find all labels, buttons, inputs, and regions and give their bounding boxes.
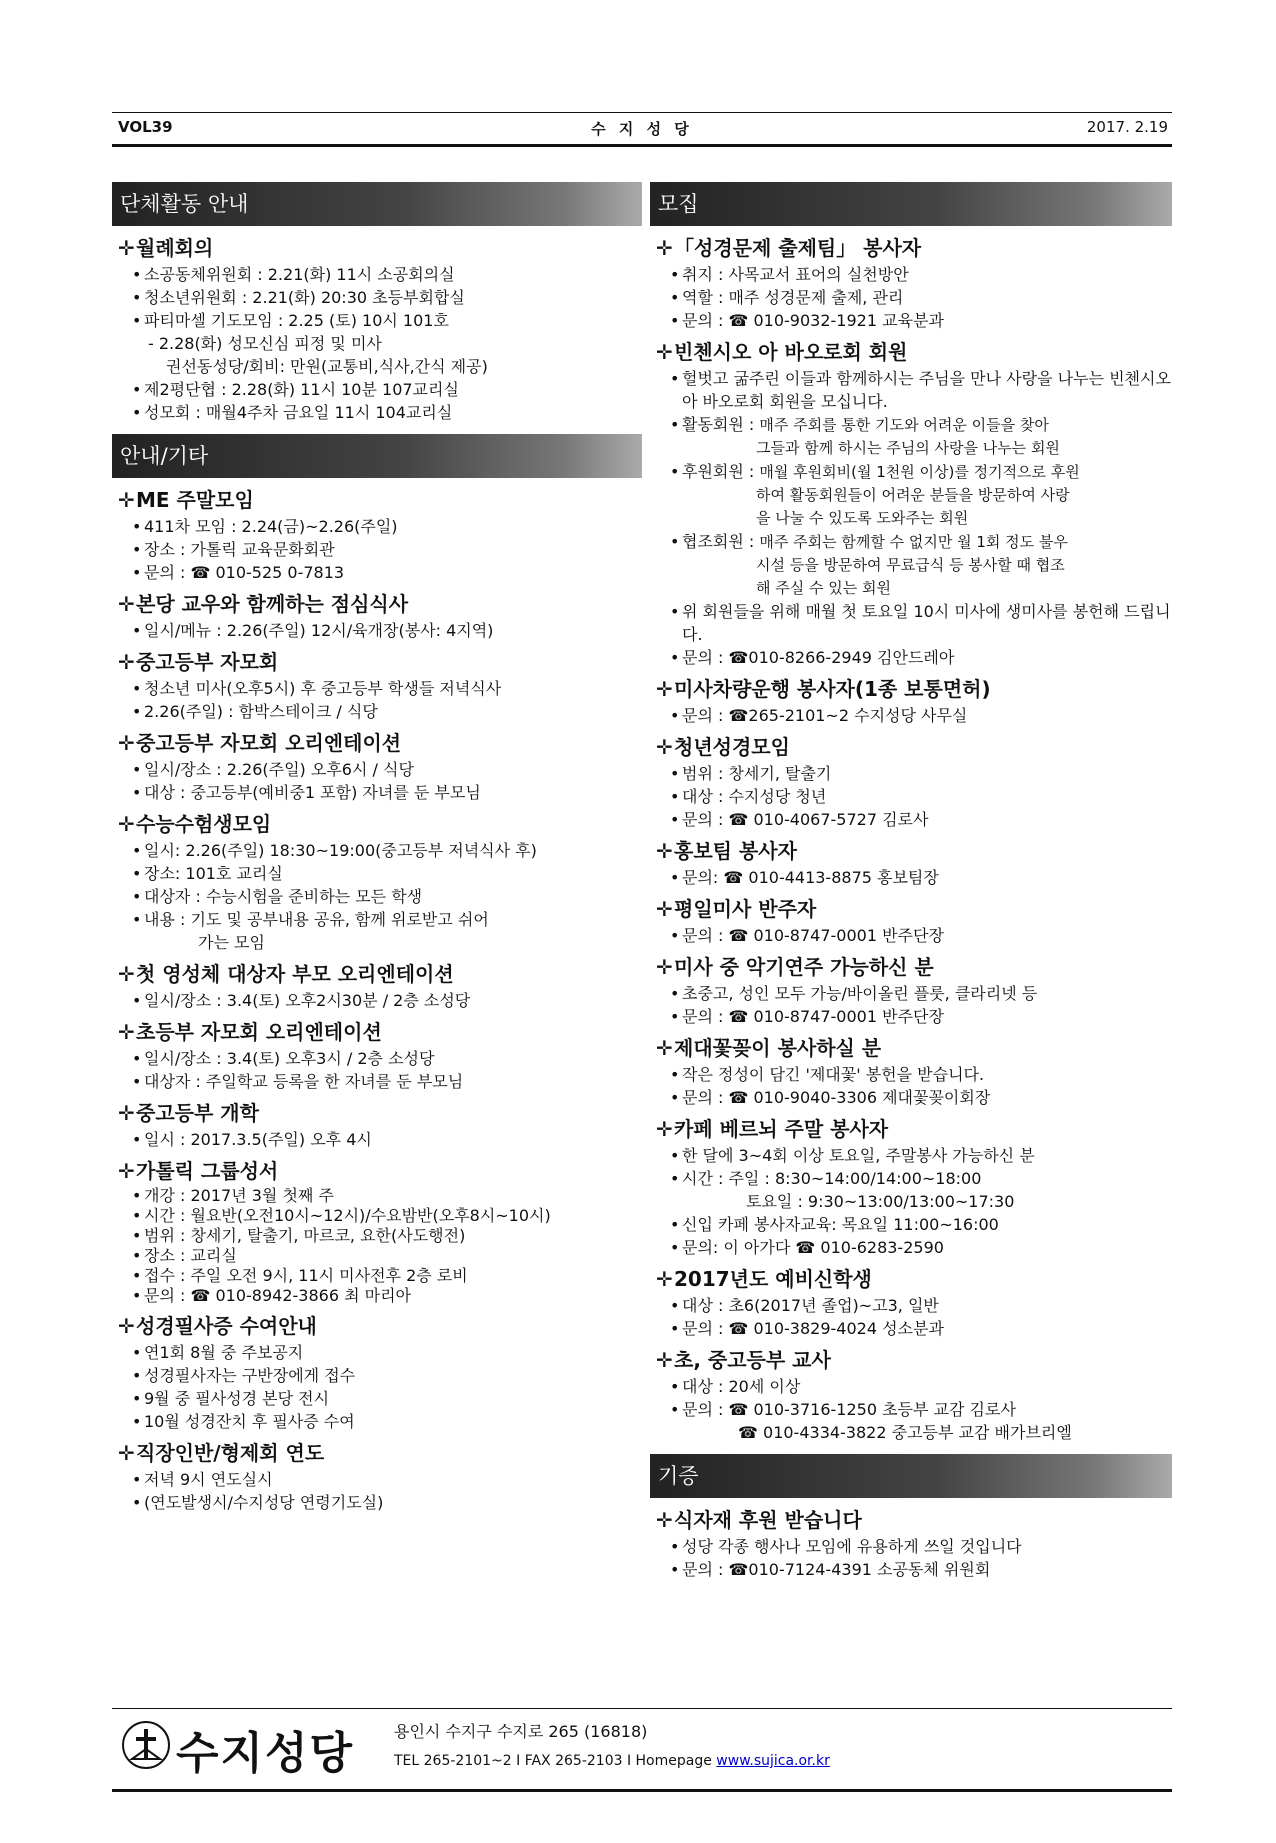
- list-item: 장소 : 가톨릭 교육문화회관: [144, 540, 335, 559]
- section-title: 중고등부 자모회 오리엔테이션: [136, 731, 402, 755]
- list-item: 초중고, 성인 모두 가능/바이올린 플룻, 클라리넷 등: [682, 984, 1038, 1003]
- list-item: 문의 : ☎ 010-9032-1921 교육분과: [682, 311, 944, 330]
- list-item: 대상자 : 수능시험을 준비하는 모든 학생: [144, 887, 423, 906]
- teachers: ✛초, 중고등부 교사 • 대상 : 20세 이상 • 문의 : ☎ 010-3716-1250 초등부 교감 김로사 ☎ 010-4334-3822 중고등부 교감 배가브리엘: [650, 1346, 1172, 1444]
- list-item: 일시/장소 : 3.4(토) 오후3시 / 2층 소성당: [144, 1049, 435, 1068]
- list-item: 개강 : 2017년 3월 첫째 주: [144, 1186, 334, 1205]
- section-title: 첫 영성체 대상자 부모 오리엔테이션: [136, 962, 454, 986]
- section-title: 청년성경모임: [674, 735, 790, 759]
- list-item: 한 달에 3~4회 이상 토요일, 주말봉사 가능하신 분: [682, 1146, 1035, 1165]
- altar-flowers: ✛제대꽃꽂이 봉사하실 분 • 작은 정성이 담긴 '제대꽃' 봉헌을 받습니다. • 문의 : ☎ 010-9040-3306 제대꽃꽂이회장: [656, 1036, 991, 1107]
- member-type-desc: 매주 주회를 통한 기도와 어려운 이들을 찾아: [759, 416, 1049, 434]
- cross-icon: ✛: [118, 1159, 135, 1183]
- bible-copy-certificate: ✛성경필사증 수여안내 • 연1회 8월 중 주보공지 • 성경필사자는 구반장에게 접수 • 9월 중 필사성경 본당 전시 • 10월 성경잔치 후 필사증 수여: [118, 1314, 356, 1431]
- member-type-desc: 매월 후원회비(월 1천원 이상)를 정기적으로 후원: [759, 463, 1080, 481]
- section-title: 직장인반/형제회 연도: [136, 1441, 325, 1465]
- section-title: 본당 교우와 함께하는 점심식사: [136, 592, 409, 616]
- list-item: 대상 : 수지성당 청년: [682, 787, 827, 806]
- pr-team: ✛홍보팀 봉사자 • 문의: ☎ 010-4413-8875 홍보팀장: [656, 839, 939, 887]
- list-item: 문의 : ☎265-2101~2 수지성당 사무실: [682, 706, 968, 725]
- volume-number: VOL39: [118, 118, 173, 136]
- list-item: 문의: ☎ 010-4413-8875 홍보팀장: [682, 868, 939, 887]
- section-title: 중고등부 개학: [136, 1101, 259, 1125]
- section-title: 가톨릭 그룹성서: [136, 1159, 279, 1183]
- section-title: ME 주말모임: [136, 488, 254, 512]
- church-logo-icon: [122, 1721, 170, 1769]
- cross-icon: ✛: [656, 677, 673, 701]
- list-item: 일시/메뉴 : 2.26(주일) 12시/육개장(봉사: 4지역): [144, 621, 494, 640]
- list-continuation: ☎ 010-4334-3822 중고등부 교감 배가브리엘: [738, 1423, 1072, 1442]
- cross-icon: ✛: [118, 1314, 135, 1338]
- list-item: 접수 : 주일 오전 9시, 11시 미사전후 2층 로비: [144, 1266, 468, 1285]
- list-item: 파티마셀 기도모임 : 2.25 (토) 10시 101호: [144, 311, 449, 330]
- member-type-desc: 해 주실 수 있는 회원: [756, 579, 891, 597]
- list-item: 성당 각종 행사나 모임에 유용하게 쓰일 것입니다: [682, 1537, 1022, 1556]
- list-continuation: 가는 모임: [198, 933, 265, 952]
- member-type-label: 활동회원 :: [682, 415, 760, 434]
- cross-icon: ✛: [656, 955, 673, 979]
- list-item: 문의 : ☎ 010-8942-3866 최 마리아: [144, 1286, 412, 1305]
- cross-icon: ✛: [118, 1441, 135, 1465]
- list-item: 시간 : 주일 : 8:30~14:00/14:00~18:00: [682, 1169, 982, 1188]
- homepage-link[interactable]: www.sujica.or.kr: [716, 1753, 830, 1769]
- list-item: 장소: 101호 교리실: [144, 864, 283, 883]
- contact-info: TEL 265-2101~2 I FAX 265-2103 I Homepage: [394, 1753, 717, 1769]
- section-title: 홍보팀 봉사자: [674, 839, 797, 863]
- list-item: 시간 : 월요반(오전10시~12시)/수요밤반(오후8시~10시): [144, 1206, 551, 1225]
- bible-quiz-team: ✛「성경문제 출제팀」 봉사자 • 취지 : 사목교서 표어의 실천방안 • 역할 : 매주 성경문제 출제, 관리 • 문의 : ☎ 010-9032-1921 교육분과: [656, 236, 944, 330]
- cross-icon: ✛: [118, 488, 135, 512]
- list-item: 작은 정성이 담긴 '제대꽃' 봉헌을 받습니다.: [682, 1065, 985, 1084]
- section-title: 중고등부 자모회: [136, 650, 279, 674]
- school-opening: ✛중고등부 개학 • 일시 : 2017.3.5(주일) 오후 4시: [118, 1101, 372, 1149]
- list-item: 2.26(주일) : 함박스테이크 / 식당: [144, 702, 378, 721]
- section-band-donation: 기증: [650, 1454, 1172, 1498]
- list-item: 청소년위원회 : 2.21(화) 20:30 초등부회합실: [144, 288, 465, 307]
- list-item: 대상 : 중고등부(예비중1 포함) 자녀를 둔 부모님: [144, 783, 481, 802]
- member-type-label: 협조회원 :: [682, 532, 760, 551]
- right-column: [650, 182, 1172, 1587]
- cross-icon: ✛: [656, 1348, 673, 1372]
- section-title: 평일미사 반주자: [674, 897, 817, 921]
- section-title: 식자재 후원 받습니다: [674, 1508, 862, 1532]
- list-item: 위 회원들을 위해 매월 첫 토요일 10시 미사에 생미사를 봉헌해 드립니다.: [682, 602, 1171, 644]
- list-item: 문의 : ☎010-8266-2949 김안드레아: [682, 648, 955, 667]
- list-item: 대상 : 20세 이상: [682, 1377, 801, 1396]
- section-title: 미사 중 악기연주 가능하신 분: [674, 955, 934, 979]
- list-subitem: 권선동성당/회비: 만원(교통비,식사,간식 제공): [166, 357, 488, 376]
- parish-title: 수 지 성 당: [591, 120, 693, 138]
- member-type-desc: 을 나눌 수 있도록 도와주는 회원: [756, 509, 969, 527]
- list-item: (연도발생시/수지성당 연령기도실): [144, 1493, 384, 1512]
- section-title: 제대꽃꽂이 봉사하실 분: [674, 1036, 882, 1060]
- food-donation: ✛식자재 후원 받습니다 • 성당 각종 행사나 모임에 유용하게 쓰일 것입니다 • 문의 : ☎010-7124-4391 소공동체 위원회: [656, 1508, 1022, 1579]
- instrument-players: ✛미사 중 악기연주 가능하신 분 • 초중고, 성인 모두 가능/바이올린 플룻, 클라리넷 등 • 문의 : ☎ 010-8747-0001 반주단장: [656, 955, 1038, 1026]
- vincent-de-paul: ✛빈첸시오 아 바오로회 회원 • 헐벗고 굶주린 이들과 함께하시는 주님을 만나 사랑을 나누는 빈첸시오 아 바오로회 회원을 모십니다. • 활동회원 : 매주 주회를 통한 기도와 어려운 이들을 찾아 그들과 함께 하시는 주님의 사랑을 나누는 회원 • 후원회원 : 매월 후원회비(월 1천원 이상)를 정기적으로 후원 하여 활동회원들이 어려운 분들을 방문하여 사랑 을 나눌 수 있도록 도와주는 회원 • 협조회원 : 매주 주회는 함께할 수 없지만 월 1회 정도 불우 시설 등을 방문하여 무료급식 등 봉사할 때 협조 해 주실 수 있는 회원 • 위 회원들을 위해 매월 첫 토요일 10시 미사에 생미사를 봉헌해 드립니다. • 문의 : ☎010-8266-2949 김안드레아: [656, 340, 1171, 667]
- list-item: 일시: 2.26(주일) 18:30~19:00(중고등부 저녁식사 후): [144, 841, 537, 860]
- list-subitem: - 2.28(화) 성모신심 피정 및 미사: [148, 334, 382, 353]
- issue-date: 2017. 2.19: [1086, 118, 1168, 136]
- pre-seminary: ✛2017년도 예비신학생 • 대상 : 초6(2017년 졸업)~고3, 일반 • 문의 : ☎ 010-3829-4024 성소분과: [656, 1267, 944, 1338]
- section-title: 2017년도 예비신학생: [674, 1267, 872, 1291]
- list-item: 역할 : 매주 성경문제 출제, 관리: [682, 288, 904, 307]
- cross-icon: ✛: [118, 592, 135, 616]
- footer: [112, 1708, 1172, 1792]
- section-title: 「성경문제 출제팀」 봉사자: [674, 236, 922, 260]
- list-continuation: 토요일 : 9:30~13:00/13:00~17:30: [746, 1192, 1015, 1211]
- elementary-parents-orientation: ✛초등부 자모회 오리엔테이션 • 일시/장소 : 3.4(토) 오후3시 / 2층 소성당 • 대상자 : 주일학교 등록을 한 자녀를 둔 부모님: [118, 1020, 464, 1091]
- list-item: 문의 : ☎ 010-4067-5727 김로사: [682, 810, 929, 829]
- youth-parents: ✛중고등부 자모회 • 청소년 미사(오후5시) 후 중고등부 학생들 저녁식사 • 2.26(주일) : 함박스테이크 / 식당: [118, 650, 502, 721]
- list-item: 일시/장소 : 3.4(토) 오후2시30분 / 2층 소성당: [144, 991, 471, 1010]
- section-title: 빈첸시오 아 바오로회 회원: [674, 340, 908, 364]
- cross-icon: ✛: [656, 839, 673, 863]
- section-title: 미사차량운행 봉사자(1종 보통면허): [674, 677, 991, 701]
- youth-bible: ✛청년성경모임 • 범위 : 창세기, 탈출기 • 대상 : 수지성당 청년 • 문의 : ☎ 010-4067-5727 김로사: [656, 735, 929, 829]
- address: 용인시 수지구 수지로 265 (16818): [394, 1722, 648, 1741]
- workers-prayer: ✛직장인반/형제회 연도 • 저녁 9시 연도실시 • (연도발생시/수지성당 연령기도실): [118, 1441, 384, 1512]
- mass-driver: ✛미사차량운행 봉사자(1종 보통면허) • 문의 : ☎265-2101~2 수지성당 사무실: [656, 677, 991, 725]
- section-title: 성경필사증 수여안내: [136, 1314, 317, 1338]
- list-item: 문의 : ☎ 010-9040-3306 제대꽃꽂이회장: [682, 1088, 991, 1107]
- section-title: 월례회의: [136, 236, 214, 260]
- list-item: 헐벗고 굶주린 이들과 함께하시는 주님을 만나 사랑을 나누는 빈첸시오 아 바오로회 회원을 모십니다.: [682, 369, 1171, 411]
- list-item: 10월 성경잔치 후 필사증 수여: [144, 1412, 355, 1431]
- list-item: 일시 : 2017.3.5(주일) 오후 4시: [144, 1130, 372, 1149]
- weekday-accompanist: ✛평일미사 반주자 • 문의 : ☎ 010-8747-0001 반주단장: [656, 897, 944, 945]
- cross-icon: ✛: [118, 812, 135, 836]
- cross-icon: ✛: [118, 1020, 135, 1044]
- list-item: 청소년 미사(오후5시) 후 중고등부 학생들 저녁식사: [144, 679, 502, 698]
- cross-icon: ✛: [656, 735, 673, 759]
- list-item: 소공동체위원회 : 2.21(화) 11시 소공회의실: [144, 265, 455, 284]
- cross-icon: ✛: [656, 897, 673, 921]
- list-item: 대상 : 초6(2017년 졸업)~고3, 일반: [682, 1296, 939, 1315]
- list-item: 성경필사자는 구반장에게 접수: [144, 1366, 356, 1385]
- header: [112, 112, 1172, 147]
- list-item: 장소 : 교리실: [144, 1246, 237, 1265]
- contact-line: [394, 1753, 830, 1769]
- list-item: 범위 : 창세기, 탈출기: [682, 764, 832, 783]
- me-weekend: ✛ME 주말모임 • 411차 모임 : 2.24(금)~2.26(주일) • 장소 : 가톨릭 교육문화회관 • 문의 : ☎ 010-525 0-7813: [118, 488, 398, 582]
- cross-icon: ✛: [118, 962, 135, 986]
- list-item: 대상자 : 주일학교 등록을 한 자녀를 둔 부모님: [144, 1072, 464, 1091]
- list-item: 일시/장소 : 2.26(주일) 오후6시 / 식당: [144, 760, 414, 779]
- list-item: 문의 : ☎ 010-8747-0001 반주단장: [682, 1007, 944, 1026]
- first-communion-orientation: ✛첫 영성체 대상자 부모 오리엔테이션 • 일시/장소 : 3.4(토) 오후2시30분 / 2층 소성당: [118, 962, 471, 1010]
- list-item: 저녁 9시 연도실시: [144, 1470, 273, 1489]
- lunch-with-parishioners: ✛본당 교우와 함께하는 점심식사 • 일시/메뉴 : 2.26(주일) 12시/육개장(봉사: 4지역): [118, 592, 494, 640]
- cross-icon: ✛: [656, 1117, 673, 1141]
- list-item: 문의 : ☎ 010-525 0-7813: [144, 563, 345, 582]
- cross-icon: ✛: [118, 650, 135, 674]
- section-band-group-activities: 단체활동 안내: [112, 182, 642, 226]
- section-title: 초, 중고등부 교사: [674, 1348, 831, 1372]
- cross-icon: ✛: [118, 236, 135, 260]
- list-item: 9월 중 필사성경 본당 전시: [144, 1389, 330, 1408]
- member-type-desc: 시설 등을 방문하여 무료급식 등 봉사할 때 협조: [756, 556, 1065, 574]
- list-item: 성모회 : 매월4주차 금요일 11시 104교리실: [144, 403, 453, 422]
- section-band-notices: 안내/기타: [112, 434, 642, 478]
- member-type-label: 후원회원 :: [682, 462, 760, 481]
- cross-icon: ✛: [656, 340, 673, 364]
- list-item: 연1회 8월 중 주보공지: [144, 1343, 304, 1362]
- cross-icon: ✛: [118, 731, 135, 755]
- list-item: 신입 카페 봉사자교육: 목요일 11:00~16:00: [682, 1215, 999, 1234]
- youth-parents-orientation: ✛중고등부 자모회 오리엔테이션 • 일시/장소 : 2.26(주일) 오후6시 / 식당 • 대상 : 중고등부(예비중1 포함) 자녀를 둔 부모님: [118, 731, 481, 802]
- cross-icon: ✛: [118, 1101, 135, 1125]
- cafe-volunteers: ✛카페 베르뇌 주말 봉사자 • 한 달에 3~4회 이상 토요일, 주말봉사 가능하신 분 • 시간 : 주일 : 8:30~14:00/14:00~18:00 토요일 : 9:30~13:00/13:00~17:30 • 신입 카페 봉사자교육: 목요일 11:00~16:00 • 문의: 이 아가다 ☎ 010-6283-2590: [650, 1115, 1172, 1259]
- list-item: 문의 : ☎ 010-8747-0001 반주단장: [682, 926, 944, 945]
- exam-students: ✛수능수험생모임 • 일시: 2.26(주일) 18:30~19:00(중고등부 저녁식사 후) • 장소: 101호 교리실 • 대상자 : 수능시험을 준비하는 모든 학생 • 내용 : 기도 및 공부내용 공유, 함께 위로받고 쉬어 가는 모임: [112, 810, 642, 954]
- section-title: 수능수험생모임: [136, 812, 272, 836]
- member-type-desc: 그들과 함께 하시는 주님의 사랑을 나누는 회원: [756, 439, 1060, 457]
- parish-logo-text: 수지성당: [176, 1728, 355, 1779]
- monthly-meeting: ✛월례회의 • 소공동체위원회 : 2.21(화) 11시 소공회의실 • 청소년위원회 : 2.21(화) 20:30 초등부회합실 • 파티마셀 기도모임 : 2.25 (토) 10시 101호 - 2.28(화) 성모신심 피정 및 미사 권선동성당/회비: 만원(교통비,식사,간식 제공) • 제2평단협 : 2.28(화) 11시 10분 107교리실 • 성모회 : 매월4주차 금요일 11시 104교리실: [112, 234, 642, 424]
- cross-icon: ✛: [656, 1267, 673, 1291]
- cross-icon: ✛: [656, 236, 673, 260]
- list-item: 취지 : 사목교서 표어의 실천방안: [682, 265, 909, 284]
- cross-icon: ✛: [656, 1036, 673, 1060]
- list-item: 범위 : 창세기, 탈출기, 마르코, 요한(사도행전): [144, 1226, 466, 1245]
- list-item: 411차 모임 : 2.24(금)~2.26(주일): [144, 517, 398, 536]
- member-type-desc: 하여 활동회원들이 어려운 분들을 방문하여 사랑: [756, 486, 1070, 504]
- section-title: 카페 베르뇌 주말 봉사자: [674, 1117, 889, 1141]
- section-title: 초등부 자모회 오리엔테이션: [136, 1020, 382, 1044]
- member-type-desc: 매주 주회는 함께할 수 없지만 월 1회 정도 불우: [759, 533, 1068, 551]
- list-item: 문의 : ☎ 010-3829-4024 성소분과: [682, 1319, 944, 1338]
- list-item: 제2평단협 : 2.28(화) 11시 10분 107교리실: [144, 380, 459, 399]
- list-item: 문의: 이 아가다 ☎ 010-6283-2590: [682, 1238, 944, 1257]
- bible-group: ✛가톨릭 그룹성서 • 개강 : 2017년 3월 첫째 주 • 시간 : 월요반(오전10시~12시)/수요밤반(오후8시~10시) • 범위 : 창세기, 탈출기, 마르코, 요한(사도행전) • 장소 : 교리실 • 접수 : 주일 오전 9시, 11시 미사전후 2층 로비 • 문의 : ☎ 010-8942-3866 최 마리아: [118, 1159, 551, 1305]
- left-column: [112, 182, 642, 1520]
- list-item: 내용 : 기도 및 공부내용 공유, 함께 위로받고 쉬어: [144, 910, 489, 929]
- section-band-recruitment: 모집: [650, 182, 1172, 226]
- list-item: 문의 : ☎010-7124-4391 소공동체 위원회: [682, 1560, 991, 1579]
- cross-icon: ✛: [656, 1508, 673, 1532]
- list-item: 문의 : ☎ 010-3716-1250 초등부 교감 김로사: [682, 1400, 1016, 1419]
